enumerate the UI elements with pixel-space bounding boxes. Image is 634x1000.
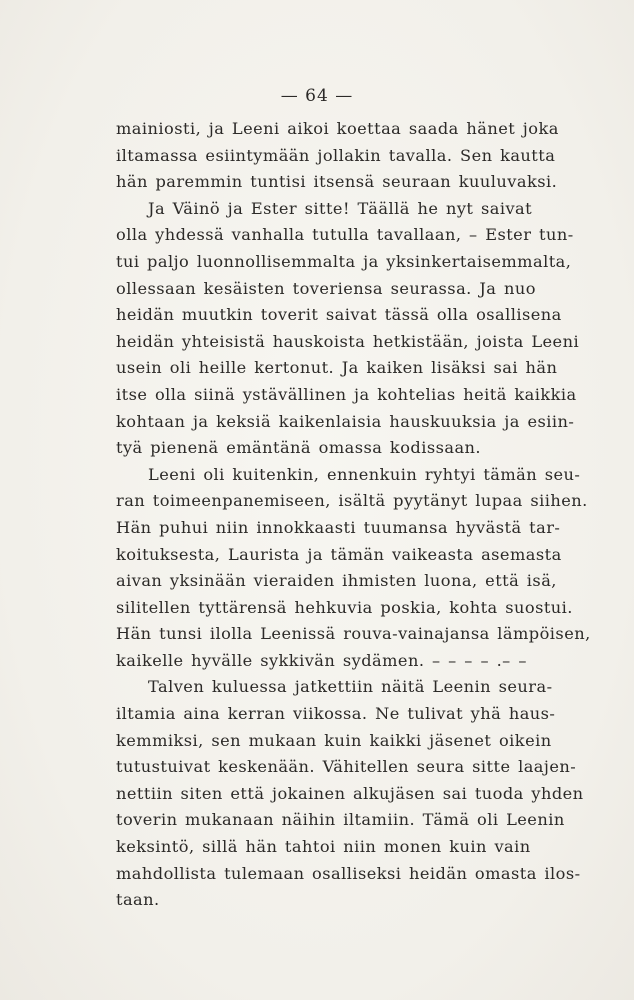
page-number: — 64 — <box>280 86 354 106</box>
text-line: tui paljo luonnollisemmalta ja yksinkertaisemmalta, <box>116 251 572 271</box>
text-line: Talven kuluessa jatkettiin näitä Leenin seura- <box>148 677 553 697</box>
text-line: taan. <box>116 890 160 910</box>
text-line: heidän yhteisistä hauskoista hetkistään, joista Leeni <box>116 331 580 351</box>
text-line: hän paremmin tuntisi itsensä seuraan kuuluvaksi. <box>116 172 558 192</box>
text-line: silitellen tyttärensä hehkuvia poskia, kohta suostui. <box>116 597 573 617</box>
text-line: Leeni oli kuitenkin, ennenkuin ryhtyi tämän seu- <box>148 464 581 484</box>
text-line: Hän tunsi ilolla Leenissä rouva-vainajansa lämpöisen, <box>116 624 591 644</box>
text-line: usein oli heille kertonut. Ja kaiken lisäksi sai hän <box>116 358 558 378</box>
paragraph <box>116 674 584 913</box>
text-line: kemmiksi, sen mukaan kuin kaikki jäsenet oikein <box>116 730 552 750</box>
text-line: kohtaan ja keksiä kaikenlaisia hauskuuksia ja esiin- <box>116 411 575 431</box>
text-line: Ja Väinö ja Ester sitte! Täällä he nyt saivat <box>148 198 533 218</box>
text-line: toverin mukanaan näihin iltamiin. Tämä oli Leenin <box>116 810 565 830</box>
text-line: Hän puhui niin innokkaasti tuumansa hyvästä tar- <box>116 517 561 537</box>
text-line: ran toimeenpanemiseen, isältä pyytänyt lupaa siihen. <box>116 491 588 511</box>
paragraph <box>116 196 580 462</box>
text-line: tyä pienenä emäntänä omassa kodissaan. <box>116 438 482 458</box>
text-line: itse olla siinä ystävällinen ja kohtelias heitä kaikkia <box>116 384 577 404</box>
body-text <box>116 116 591 914</box>
text-line: iltamia aina kerran viikossa. Ne tulivat yhä haus- <box>116 704 556 724</box>
text-line: kaikelle hyvälle sykkivän sydämen. – – – – .– – <box>116 650 527 670</box>
text-line: ollessaan kesäisten toveriensa seurassa. Ja nuo <box>116 278 536 298</box>
text-line: tutustuivat keskenään. Vähitellen seura sitte laajen- <box>116 757 577 777</box>
text-line: olla yhdessä vanhalla tutulla tavallaan, – Ester tun- <box>116 225 574 245</box>
text-line: nettiin siten että jokainen alkujäsen sai tuoda yhden <box>116 783 584 803</box>
paragraph <box>116 116 559 196</box>
paragraph <box>116 462 591 675</box>
text-line: koituksesta, Laurista ja tämän vaikeasta asemasta <box>116 544 562 564</box>
text-line: aivan yksinään vieraiden ihmisten luona, että isä, <box>116 571 557 591</box>
text-line: iltamassa esiintymään jollakin tavalla. Sen kautta <box>116 145 556 165</box>
text-line: mainiosti, ja Leeni aikoi koettaa saada hänet joka <box>116 119 559 138</box>
text-line: keksintö, sillä hän tahtoi niin monen kuin vain <box>116 837 531 857</box>
text-line: mahdollista tulemaan osalliseksi heidän omasta ilos- <box>116 863 581 883</box>
text-line: heidän muutkin toverit saivat tässä olla osallisena <box>116 305 562 325</box>
